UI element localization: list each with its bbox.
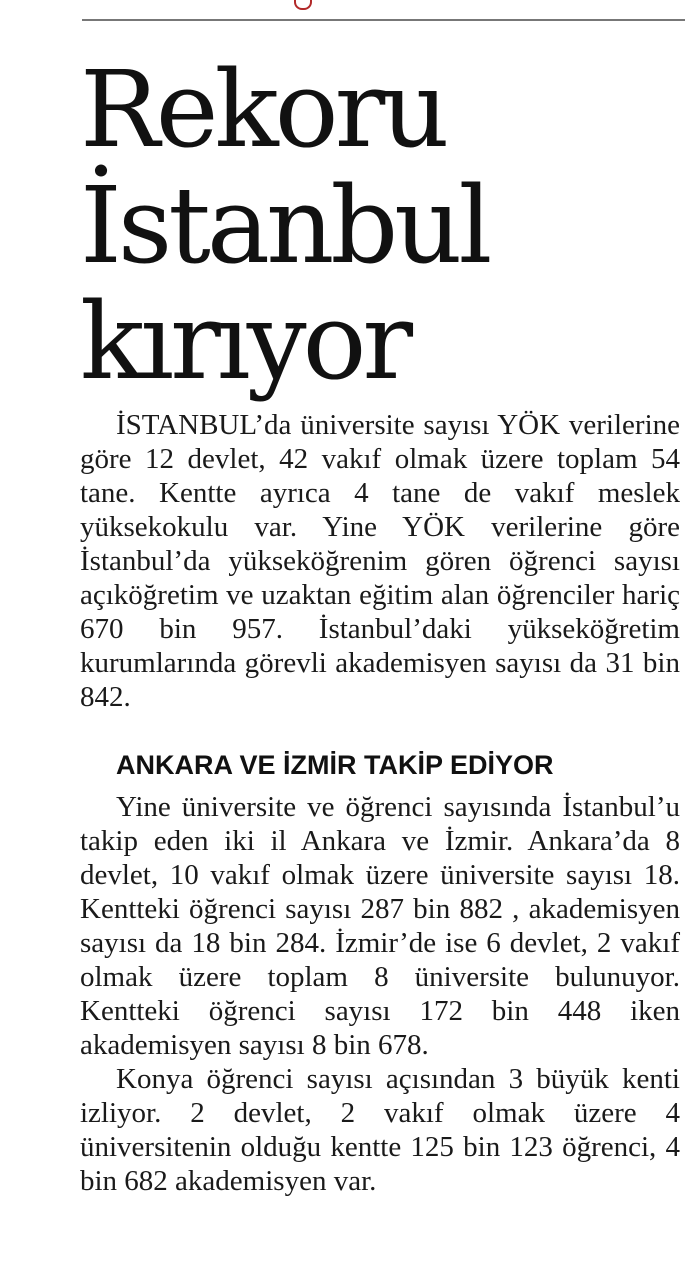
body-paragraph-1: İSTANBUL’da üniversite sayısı YÖK verilerine göre 12 devlet, 42 vakıf olmak üzere toplam 54 tane. Kentte ayrıca 4 tane de vakıf meslek yüksekokulu var. Yine YÖK verilerine göre İstanbul’da yükseköğrenim gören öğrenci sayısı açıköğretim ve uzaktan eğitim alan öğrenciler hariç 670 bin 957. İstanbul’daki yükseköğretim kurumlarında görevli akademisyen sayısı da 31 bin 842. [80, 409, 680, 713]
headline-line-2: İstanbul [80, 164, 489, 287]
top-divider [82, 19, 685, 21]
headline [80, 48, 680, 403]
body-paragraph-3: Konya öğrenci sayısı açısından 3 büyük kenti izliyor. 2 devlet, 2 vakıf olmak üzere 4 üniversitenin olduğu kentte 125 bin 123 öğrenci, 4 bin 682 akademisyen var. [80, 1063, 680, 1197]
subheading: ANKARA VE İZMİR TAKİP EDİYOR [116, 750, 554, 780]
headline-line-1: Rekoru [80, 48, 446, 171]
body-paragraph-2: Yine üniversite ve öğrenci sayısında İstanbul’u takip eden iki il Ankara ve İzmir. Ankara’da 8 devlet, 10 vakıf olmak üzere üniversite sayısı 18. Kentteki öğrenci sayısı 287 bin 882 , akademisyen sayısı da 18 bin 284. İzmir’de ise 6 devlet, 2 vakıf olmak üzere toplam 8 üniversite bulunuyor. Kentteki öğrenci sayısı 172 bin 448 iken akademisyen sayısı 8 bin 678. [80, 791, 680, 1061]
section-accent-mark [294, 0, 312, 10]
article [80, 48, 680, 1198]
headline-line-3: kırıyor [80, 280, 410, 403]
